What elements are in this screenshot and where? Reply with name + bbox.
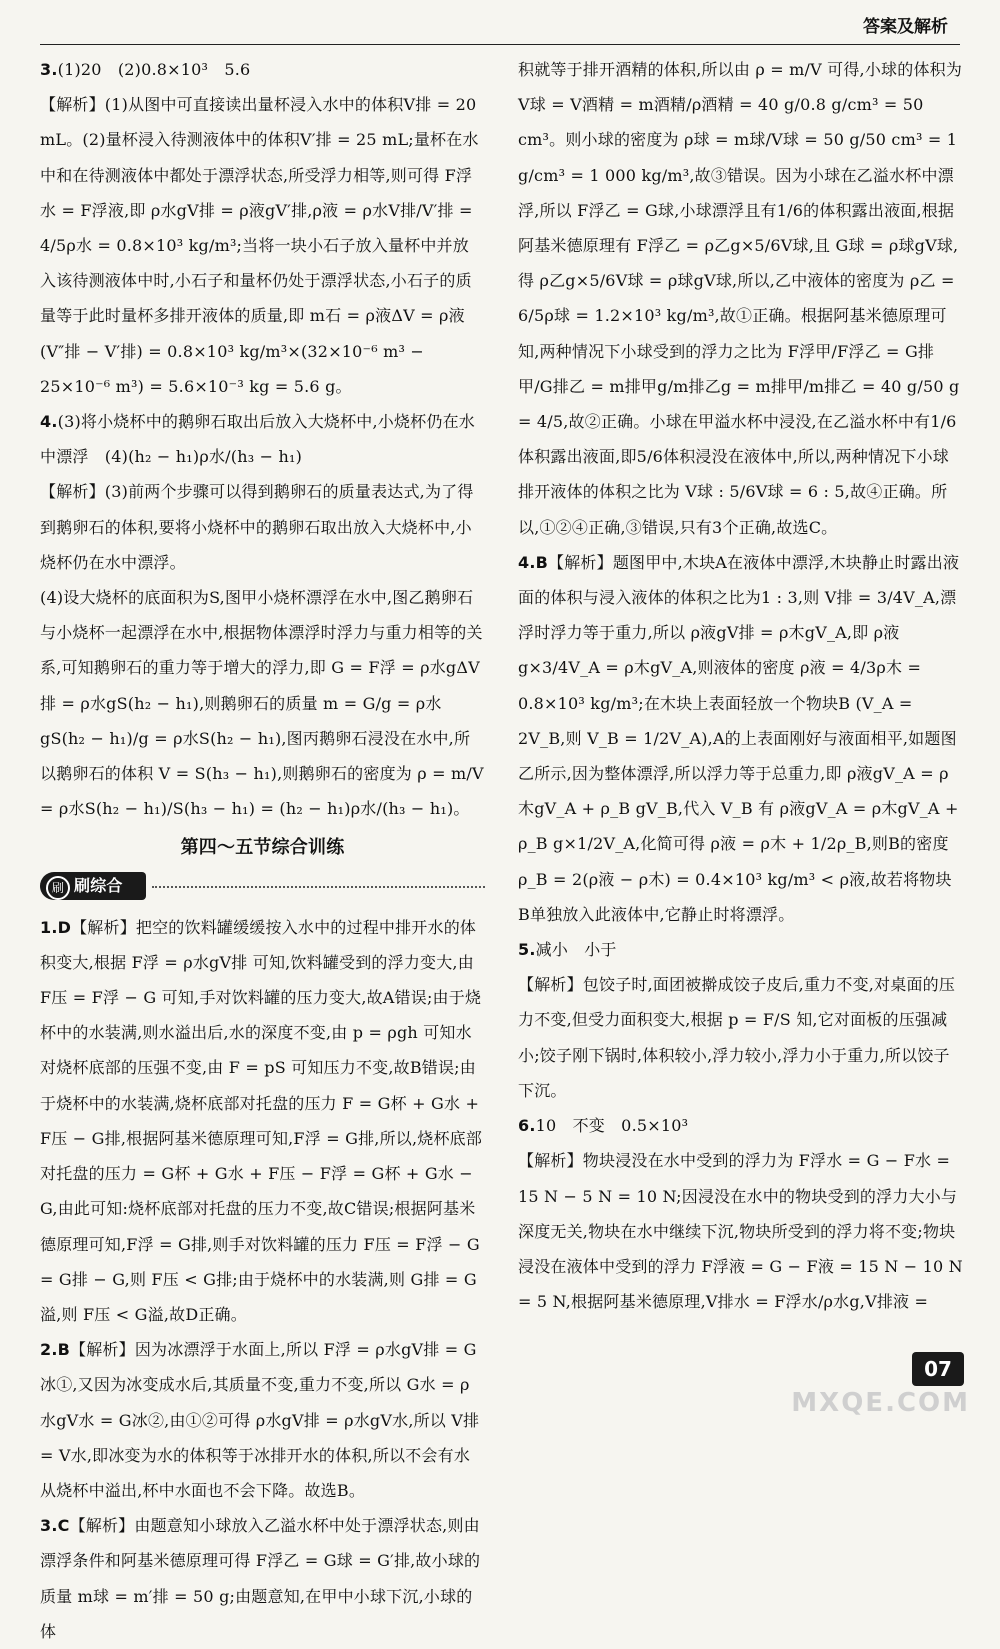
question-number: 3. xyxy=(40,60,58,79)
answer-text: (3)将小烧杯中的鹅卵石取出后放入大烧杯中,小烧杯仍在水中漂浮 (4)(h₂ − h₁)ρ水/(h₃ − h₁) xyxy=(40,412,475,467)
page-number: 07 xyxy=(912,1352,964,1386)
question-number: 5. xyxy=(518,940,536,960)
question-number: 1.D xyxy=(40,917,72,937)
right-column xyxy=(518,52,963,1319)
question-number: 2.B xyxy=(40,1340,71,1360)
answer-text: 10 不变 0.5×10³ xyxy=(535,1116,689,1136)
answer-3 xyxy=(40,52,485,87)
answer-6 xyxy=(518,1108,963,1143)
explanation-4-part4: (4)设大烧杯的底面积为S,图甲小烧杯漂浮在水中,图乙鹅卵石与小烧杯一起漂浮在水中,根据物体漂浮时浮力与重力相等的关系,可知鹅卵石的重力等于增大的浮力,即 G = F浮 = ρ水gΔV排 = ρ水gS(h₂ − h₁),则鹅卵石的质量 m = G/g = ρ水gS(h₂ − h₁)/g = ρ水S(h₂ − h₁),图丙鹅卵石浸没在水中,所以鹅卵石的体积 V = S(h₃ − h₁),则鹅卵石的密度为 ρ = m/V = ρ水S(h₂ − h₁)/S(h₃ − h₁) = (h₂ − h₁)ρ水/(h₃ − h₁)。 xyxy=(40,588,484,819)
answer-2 xyxy=(40,1332,485,1508)
banner-label: 刷综合 xyxy=(74,875,123,895)
answer-text: 【解析】把空的饮料罐缓缓按入水中的过程中排开水的体积变大,根据 F浮 = ρ水gV排 可知,饮料罐受到的浮力变大,由 F压 = F浮 − G 可知,手对饮料罐的压力变大,故A错误;由于烧杯中的水装满,则水溢出后,水的深度不变,由 p = ρgh 可知水对烧杯底部的压强不变,由 F = pS 可知压力不变,故B错误;由于烧杯中的水装满,烧杯底部对托盘的压力 F = G杯 + G水 + F压 − G排,根据阿基米德原理可知,F浮 = G排,所以,烧杯底部对托盘的压力 = G杯 + G水 + F压 − F浮 = G杯 + G水 − G,由此可知:烧杯底部对托盘的压力不变,故C错误;根据阿基米德原理可知,F浮 = G排,则手对饮料罐的压力 F压 = F浮 − G = G排 − G,则 F压 < G排;由于烧杯中的水装满,则 G排 = G溢,则 F压 < G溢,故D正确。 xyxy=(40,917,483,1324)
explanation-3c-cont: 积就等于排开酒精的体积,所以由 ρ = m/V 可得,小球的体积为 V球 = V酒精 = m酒精/ρ酒精 = 40 g/0.8 g/cm³ = 50 cm³。则小球的密度为 ρ球 = m球/V球 = 50 g/50 cm³ = 1 g/cm³ = 1 000 kg/m³,故③错误。因为小球在乙溢水杯中漂浮,所以 F浮乙 = G球,小球漂浮且有1/6的体积露出液面,根据阿基米德原理有 F浮乙 = ρ乙g×5/6V球,且 G球 = ρ球gV球,得 ρ乙g×5/6V球 = ρ球gV球,所以,乙中液体的密度为 ρ乙 = 6/5ρ球 = 1.2×10³ kg/m³,故①正确。根据阿基米德原理可知,两种情况下小球受到的浮力之比为 F浮甲/F浮乙 = G排甲/G排乙 = m排甲g/m排乙g = m排甲/m排乙 = 40 g/50 g = 4/5,故②正确。小球在甲溢水杯中浸没,在乙溢水杯中有1/6体积露出液面,即5/6体积浸没在液体中,所以,两种情况下小球排开液体的体积之比为 V球 : 5/6V球 = 6 : 5,故④正确。所以,①②④正确,③错误,只有3个正确,故选C。 xyxy=(518,60,963,537)
header-label: 答案及解析 xyxy=(863,17,948,37)
explanation-6: 【解析】物块浸没在水中受到的浮力为 F浮水 = G − F水 = 15 N − 5 N = 10 N;因浸没在水中的物块受到的浮力大小与深度无关,物块在水中继续下沉,物块所受到的浮力将不变;物块浸没在液体中受到的浮力 F浮液 = G − F液 = 15 N − 10 N = 5 N,根据阿基米德原理,V排水 = F浮水/ρ水g,V排液 = xyxy=(518,1151,963,1312)
page-header xyxy=(0,8,1000,46)
answer-3c xyxy=(40,1508,485,1649)
explanation-4-part3: 【解析】(3)前两个步骤可以得到鹅卵石的质量表达式,为了得到鹅卵石的体积,要将小烧杯中的鹅卵石取出放入大烧杯中,小烧杯仍在水中漂浮。 xyxy=(40,482,474,572)
dotted-divider xyxy=(152,886,485,888)
banner-badge xyxy=(40,872,146,900)
left-column xyxy=(40,52,485,1649)
answer-4 xyxy=(40,404,485,474)
answer-text: 【解析】题图甲中,木块A在液体中漂浮,木块静止时露出液面的体积与浸入液体的体积之比为1 : 3,则 V排 = 3/4V_A,漂浮时浮力等于重力,所以 ρ液gV排 = ρ木gV_A,即 ρ液g×3/4V_A = ρ木gV_A,则液体的密度 ρ液 = 4/3ρ木 = 0.8×10³ kg/m³;在木块上表面轻放一个物块B (V_A = 2V_B,则 V_B = 1/2V_A),A的上表面刚好与液面相平,如题图乙所示,因为整体漂浮,所以浮力等于总重力,即 ρ液gV_A = ρ木gV_A + ρ_B gV_B,代入 V_B 有 ρ液gV_A = ρ木gV_A + ρ_B g×1/2V_A,化简可得 ρ液 = ρ木 + 1/2ρ_B,则B的密度 ρ_B = 2(ρ液 − ρ木) = 0.4×10³ kg/m³ < ρ液,故若将物块B单独放入此液体中,它静止时将漂浮。 xyxy=(518,552,960,924)
explanation-5: 【解析】包饺子时,面团被擀成饺子皮后,重力不变,对桌面的压力不变,但受力面积变大,根据 p = F/S 知,它对面板的压强减小;饺子刚下锅时,体积较小,浮力较小,浮力小于重力,所以饺子下沉。 xyxy=(518,975,956,1100)
answer-text: 【解析】因为冰漂浮于水面上,所以 F浮 = ρ水gV排 = G冰①,又因为冰变成水后,其质量不变,重力不变,所以 G水 = ρ水gV水 = G冰②,由①②可得 ρ水gV排 = ρ水gV水,所以 V排 = V水,即冰变为水的体积等于冰排开水的体积,所以不会有水从烧杯中溢出,杯中水面也不会下降。故选B。 xyxy=(40,1340,480,1500)
answer-text: (1)20 (2)0.8×10³ 5.6 xyxy=(57,60,251,79)
brush-icon: 刷 xyxy=(46,876,70,900)
question-number: 4. xyxy=(40,412,58,432)
practice-banner xyxy=(40,870,485,904)
answer-text: 减小 小于 xyxy=(535,940,617,960)
answer-4b xyxy=(518,545,963,932)
section-title: 第四～五节综合训练 xyxy=(180,837,345,859)
header-rule xyxy=(40,44,960,45)
watermark: MXQE.COM xyxy=(791,1388,970,1418)
question-number: 4.B xyxy=(518,552,549,572)
answer-text: 【解析】由题意知小球放入乙溢水杯中处于漂浮状态,则由漂浮条件和阿基米德原理可得 F浮乙 = G球 = G′排,故小球的质量 m球 = m′排 = 50 g;由题意知,在甲中小球下沉,小球的体 xyxy=(40,1516,481,1641)
explanation-3: 【解析】(1)从图中可直接读出量杯浸入水中的体积V排 = 20 mL。(2)量杯浸入待测液体中的体积V′排 = 25 mL;量杯在水中和在待测液体中都处于漂浮状态,所受浮力相等,则可得 F浮水 = F浮液,即 ρ水gV排 = ρ液gV′排,ρ液 = ρ水V排/V′排 = 4/5ρ水 = 0.8×10³ kg/m³;当将一块小石子放入量杯中并放入该待测液体中时,小石子和量杯仍处于漂浮状态,小石子的质量等于此时量杯多排开液体的质量,即 m石 = ρ液ΔV = ρ液(V″排 − V′排) = 0.8×10³ kg/m³×(32×10⁻⁶ m³ − 25×10⁻⁶ m³) = 5.6×10⁻³ kg = 5.6 g。 xyxy=(40,95,479,396)
answer-1 xyxy=(40,910,485,1332)
question-number: 6. xyxy=(518,1116,536,1136)
answer-5 xyxy=(518,932,963,967)
question-number: 3.C xyxy=(40,1516,70,1536)
